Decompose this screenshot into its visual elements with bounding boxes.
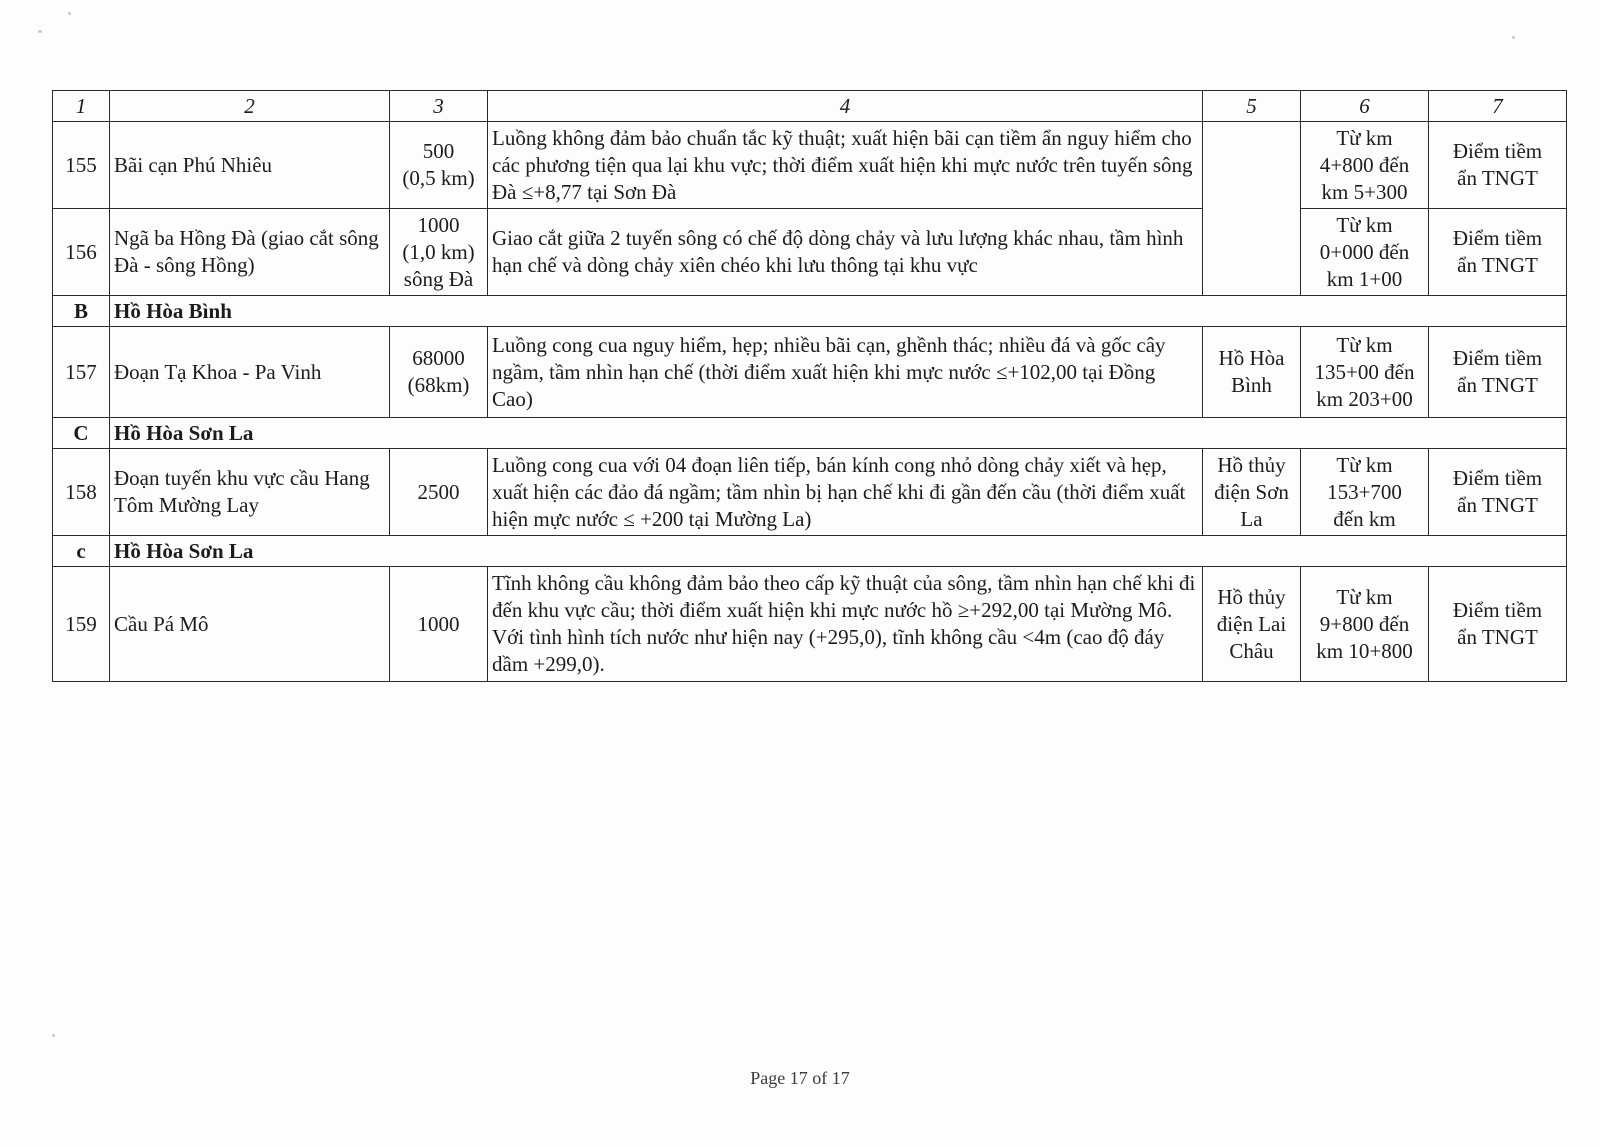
hazard-type: Điểm tiềm ẩn TNGT bbox=[1452, 346, 1543, 397]
section-filler bbox=[488, 296, 1567, 327]
length-cell bbox=[390, 122, 488, 209]
reservoir-name: Hồ Hòa Bình bbox=[1218, 346, 1285, 397]
row-number: 158 bbox=[53, 449, 110, 536]
km-range-cell bbox=[1301, 209, 1429, 296]
location-cell bbox=[1203, 327, 1301, 418]
type-cell bbox=[1429, 209, 1567, 296]
km-range: Từ km 4+800 đến km 5+300 bbox=[1319, 125, 1410, 204]
description-cell: Luồng cong cua với 04 đoạn liên tiếp, bán kính cong nhỏ dòng chảy xiết và hẹp, xuất hiện các đảo đá ngầm; tầm nhìn bị hạn chế khi đi gần đến cầu (thời điểm xuất hiện mực nước ≤ +200 tại Mường La) bbox=[488, 449, 1203, 536]
section-row bbox=[53, 536, 1567, 567]
length-cell bbox=[390, 209, 488, 296]
km-range: Từ km 9+800 đến km 10+800 bbox=[1316, 584, 1413, 663]
scan-speck bbox=[68, 12, 71, 15]
column-number: 2 bbox=[110, 91, 390, 122]
table-row bbox=[53, 327, 1567, 418]
location-name: Ngã ba Hồng Đà (giao cắt sông Đà - sông Hồng) bbox=[110, 209, 390, 296]
row-number: 155 bbox=[53, 122, 110, 209]
length-value: 2500 bbox=[417, 479, 460, 504]
section-code: c bbox=[53, 536, 110, 567]
table-row bbox=[53, 567, 1567, 682]
section-title: Hồ Hòa Bình bbox=[110, 296, 488, 327]
hazard-type: Điểm tiềm ẩn TNGT bbox=[1452, 226, 1543, 277]
column-number: 7 bbox=[1429, 91, 1567, 122]
km-range-cell bbox=[1301, 327, 1429, 418]
section-title: Hồ Hòa Sơn La bbox=[110, 536, 488, 567]
location-cell bbox=[1203, 567, 1301, 682]
page-number: Page 17 of 17 bbox=[750, 1068, 850, 1088]
type-cell bbox=[1429, 449, 1567, 536]
length-value: 1000 bbox=[417, 611, 460, 636]
column-number: 5 bbox=[1203, 91, 1301, 122]
km-range-cell bbox=[1301, 567, 1429, 682]
row-number: 159 bbox=[53, 567, 110, 682]
section-code: B bbox=[53, 296, 110, 327]
length-value: 1000 (1,0 km) sông Đà bbox=[402, 212, 475, 291]
reservoir-name: Hồ thủy điện Sơn La bbox=[1214, 452, 1289, 531]
column-number: 4 bbox=[488, 91, 1203, 122]
length-cell bbox=[390, 449, 488, 536]
length-cell bbox=[390, 567, 488, 682]
km-range: Từ km 153+700 đến km bbox=[1327, 452, 1402, 531]
hazard-type: Điểm tiềm ẩn TNGT bbox=[1452, 466, 1543, 517]
reservoir-name: Hồ thủy điện Lai Châu bbox=[1216, 584, 1287, 663]
column-number: 1 bbox=[53, 91, 110, 122]
section-filler bbox=[488, 536, 1567, 567]
km-range-cell bbox=[1301, 449, 1429, 536]
column-number: 6 bbox=[1301, 91, 1429, 122]
section-row bbox=[53, 296, 1567, 327]
table-row bbox=[53, 122, 1567, 209]
location-name: Đoạn tuyến khu vực cầu Hang Tôm Mường Lay bbox=[110, 449, 390, 536]
description-cell: Luồng cong cua nguy hiểm, hẹp; nhiều bãi cạn, ghềnh thác; nhiều đá và gốc cây ngầm, tầm nhìn hạn chế (thời điểm xuất hiện khi mực nước ≤+102,00 tại Đồng Cao) bbox=[488, 327, 1203, 418]
column-number: 3 bbox=[390, 91, 488, 122]
km-range: Từ km 0+000 đến km 1+00 bbox=[1319, 212, 1410, 291]
type-cell bbox=[1429, 122, 1567, 209]
length-value: 68000 (68km) bbox=[407, 346, 470, 397]
location-name: Bãi cạn Phú Nhiêu bbox=[110, 122, 390, 209]
location-name: Đoạn Tạ Khoa - Pa Vinh bbox=[110, 327, 390, 418]
scan-speck bbox=[38, 30, 42, 33]
column-number-row bbox=[53, 91, 1567, 122]
section-row bbox=[53, 418, 1567, 449]
type-cell bbox=[1429, 567, 1567, 682]
hazard-type: Điểm tiềm ẩn TNGT bbox=[1452, 139, 1543, 190]
hazard-type: Điểm tiềm ẩn TNGT bbox=[1452, 598, 1543, 649]
scan-speck bbox=[52, 1034, 55, 1037]
section-code: C bbox=[53, 418, 110, 449]
location-cell bbox=[1203, 122, 1301, 296]
description-cell: Giao cắt giữa 2 tuyến sông có chế độ dòng chảy và lưu lượng khác nhau, tầm hình hạn chế và dòng chảy xiên chéo khi lưu thông tại khu vực bbox=[488, 209, 1203, 296]
row-number: 156 bbox=[53, 209, 110, 296]
km-range-cell bbox=[1301, 122, 1429, 209]
scan-speck bbox=[1512, 36, 1515, 39]
length-value: 500 (0,5 km) bbox=[402, 139, 475, 190]
row-number: 157 bbox=[53, 327, 110, 418]
type-cell bbox=[1429, 327, 1567, 418]
location-cell bbox=[1203, 449, 1301, 536]
section-title: Hồ Hòa Sơn La bbox=[110, 418, 488, 449]
table-row bbox=[53, 209, 1567, 296]
section-filler bbox=[488, 418, 1567, 449]
hazard-points-table bbox=[52, 90, 1567, 682]
location-name: Cầu Pá Mô bbox=[110, 567, 390, 682]
table-row bbox=[53, 449, 1567, 536]
km-range: Từ km 135+00 đến km 203+00 bbox=[1314, 332, 1415, 411]
description-cell: Luồng không đảm bảo chuẩn tắc kỹ thuật; xuất hiện bãi cạn tiềm ẩn nguy hiểm cho các phương tiện qua lại khu vực; thời điểm xuất hiện khi mực nước trên tuyến sông Đà ≤+8,77 tại Sơn Đà bbox=[488, 122, 1203, 209]
description-cell: Tĩnh không cầu không đảm bảo theo cấp kỹ thuật của sông, tầm nhìn hạn chế khi đi đến khu vực cầu; thời điểm xuất hiện khi mực nước hồ ≥+292,00 tại Mường Mô. Với tình hình tích nước như hiện nay (+295,0), tĩnh không cầu <4m (cao độ đáy dầm +299,0). bbox=[488, 567, 1203, 682]
length-cell bbox=[390, 327, 488, 418]
